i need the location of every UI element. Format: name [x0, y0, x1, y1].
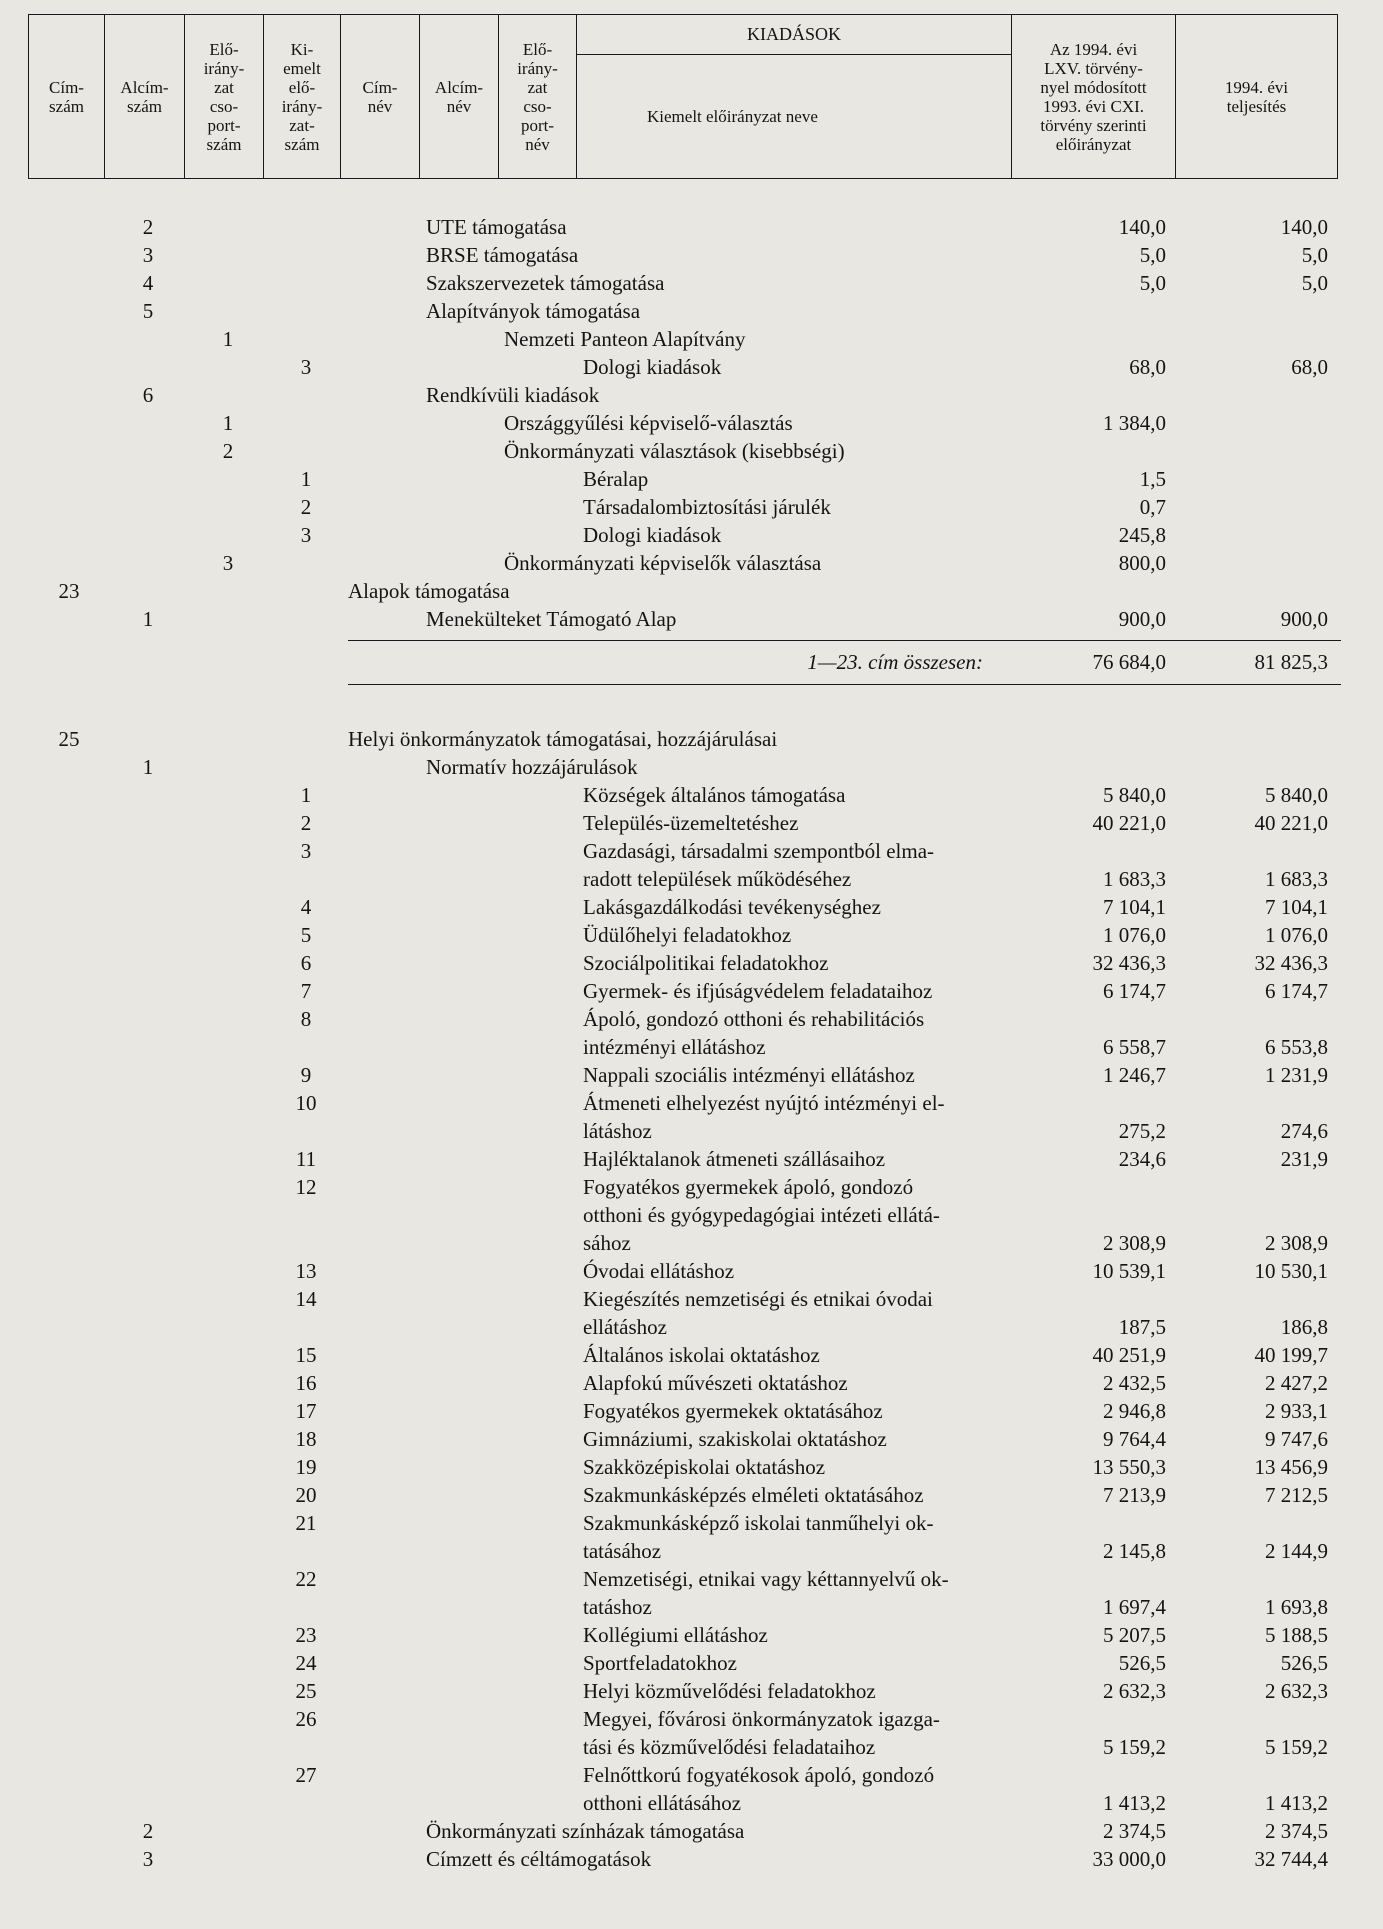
eloiranyzat-value: 234,6	[1118, 1147, 1166, 1171]
teljesites-value: 2 427,2	[1265, 1371, 1328, 1395]
item-name: Kollégiumi ellátáshoz	[583, 1623, 768, 1647]
cim-szam: 23	[58, 579, 80, 603]
table-row	[0, 465, 1383, 493]
kiemelt-szam: 18	[295, 1427, 317, 1451]
table-row	[0, 1705, 1383, 1733]
kiemelt-szam: 3	[300, 839, 312, 863]
table-row	[0, 1341, 1383, 1369]
header-alcim-szam: Alcím- szám	[105, 15, 185, 179]
table-row	[0, 1537, 1383, 1565]
kiemelt-szam: 27	[295, 1763, 317, 1787]
item-name: Ápoló, gondozó otthoni és rehabilitációs	[583, 1007, 925, 1031]
teljesites-value: 140,0	[1280, 215, 1328, 239]
alcim-szam: 2	[142, 1819, 154, 1843]
table-row	[0, 1285, 1383, 1313]
item-name: Menekülteket Támogató Alap	[426, 607, 677, 631]
item-name: Gyermek- és ifjúságvédelem feladataihoz	[583, 979, 933, 1003]
table-row	[0, 1033, 1383, 1061]
table-row	[0, 1425, 1383, 1453]
total-rule	[348, 640, 1341, 641]
item-name: Szakmunkásképző iskolai tanműhelyi ok-	[583, 1511, 934, 1535]
eloiranyzat-value: 1,5	[1139, 467, 1166, 491]
table-row	[0, 1145, 1383, 1173]
table-row	[0, 1369, 1383, 1397]
kiemelt-szam: 12	[295, 1175, 317, 1199]
kiemelt-szam: 23	[295, 1623, 317, 1647]
kiemelt-szam: 1	[300, 467, 312, 491]
kiemelt-szam: 2	[300, 495, 312, 519]
eloiranyzat-value: 7 104,1	[1103, 895, 1166, 919]
teljesites-value: 81 825,3	[1254, 650, 1328, 674]
item-name: Önkormányzati képviselők választása	[504, 551, 822, 575]
kiemelt-szam: 10	[295, 1091, 317, 1115]
alcim-szam: 5	[142, 299, 154, 323]
eloiranyzat-value: 1 384,0	[1103, 411, 1166, 435]
eloiranyzat-value: 2 308,9	[1103, 1231, 1166, 1255]
kiemelt-szam: 16	[295, 1371, 317, 1395]
total-row	[0, 648, 1383, 676]
teljesites-value: 5 188,5	[1265, 1623, 1328, 1647]
item-name: Címzett és céltámogatások	[426, 1847, 652, 1871]
item-name: Általános iskolai oktatáshoz	[583, 1343, 820, 1367]
eloiranyzat-value: 32 436,3	[1092, 951, 1166, 975]
table-row	[0, 353, 1383, 381]
item-name: Óvodai ellátáshoz	[583, 1259, 735, 1283]
table-row	[0, 1397, 1383, 1425]
teljesites-value: 900,0	[1280, 607, 1328, 631]
kiemelt-szam: 14	[295, 1287, 317, 1311]
header-alcim-nev: Alcím- név	[420, 15, 499, 179]
table-row	[0, 865, 1383, 893]
table-row	[0, 241, 1383, 269]
item-name: Megyei, fővárosi önkormányzatok igazga-	[583, 1707, 940, 1731]
alcim-szam: 6	[142, 383, 154, 407]
teljesites-value: 40 221,0	[1254, 811, 1328, 835]
table-row	[0, 1817, 1383, 1845]
eloiranyzat-value: 9 764,4	[1103, 1427, 1166, 1451]
kiemelt-szam: 21	[295, 1511, 317, 1535]
table-row	[0, 1481, 1383, 1509]
item-name: Kiegészítés nemzetiségi és etnikai óvodai	[583, 1287, 933, 1311]
item-name: intézményi ellátáshoz	[583, 1035, 766, 1059]
eloiranyzat-value: 0,7	[1139, 495, 1166, 519]
table-row	[0, 437, 1383, 465]
teljesites-value: 1 693,8	[1265, 1595, 1328, 1619]
item-name: Hajléktalanok átmeneti szállásaihoz	[583, 1147, 886, 1171]
table-row	[0, 893, 1383, 921]
item-name: Alapok támogatása	[348, 579, 510, 603]
table-row	[0, 1453, 1383, 1481]
alcim-szam: 2	[142, 215, 154, 239]
eloiranyzat-value: 2 374,5	[1103, 1819, 1166, 1843]
item-name: radott települések működéséhez	[583, 867, 852, 891]
table-row	[0, 1565, 1383, 1593]
table-row	[0, 921, 1383, 949]
teljesites-value: 10 530,1	[1254, 1259, 1328, 1283]
table-row	[0, 1621, 1383, 1649]
item-name: tatáshoz	[583, 1595, 652, 1619]
eloiranyzat-value: 1 697,4	[1103, 1595, 1166, 1619]
teljesites-value: 274,6	[1280, 1119, 1328, 1143]
eloiranyzat-value: 900,0	[1118, 607, 1166, 631]
teljesites-value: 186,8	[1280, 1315, 1328, 1339]
item-name: Béralap	[583, 467, 649, 491]
teljesites-value: 1 683,3	[1265, 867, 1328, 891]
kiemelt-szam: 22	[295, 1567, 317, 1591]
eloiranyzat-value: 1 413,2	[1103, 1791, 1166, 1815]
eloiranyzat-value: 5 840,0	[1103, 783, 1166, 807]
header-teljesites-1994: 1994. évi teljesítés	[1176, 15, 1338, 179]
eloiranyzat-value: 10 539,1	[1092, 1259, 1166, 1283]
eloiranyzat-value: 245,8	[1118, 523, 1166, 547]
kiemelt-szam: 7	[300, 979, 312, 1003]
item-name: sához	[583, 1231, 631, 1255]
eloiranyzat-value: 5 207,5	[1103, 1623, 1166, 1647]
teljesites-value: 6 553,8	[1265, 1035, 1328, 1059]
table-row	[0, 1313, 1383, 1341]
table-row	[0, 1229, 1383, 1257]
item-name: Helyi közművelődési feladatokhoz	[583, 1679, 876, 1703]
alcim-szam: 3	[142, 243, 154, 267]
item-name: Gazdasági, társadalmi szempontból elma-	[583, 839, 935, 863]
total-rule	[348, 684, 1341, 685]
eloiranyzat-value: 2 632,3	[1103, 1679, 1166, 1703]
teljesites-value: 9 747,6	[1265, 1427, 1328, 1451]
table-row	[0, 1117, 1383, 1145]
item-name: Dologi kiadások	[583, 523, 722, 547]
table-row	[0, 1733, 1383, 1761]
teljesites-value: 2 144,9	[1265, 1539, 1328, 1563]
item-name: Önkormányzati választások (kisebbségi)	[504, 439, 845, 463]
kiemelt-szam: 20	[295, 1483, 317, 1507]
teljesites-value: 5 840,0	[1265, 783, 1328, 807]
teljesites-value: 5,0	[1301, 271, 1328, 295]
header-cim-szam: Cím- szám	[29, 15, 105, 179]
table-row	[0, 1061, 1383, 1089]
csoport-szam: 2	[222, 439, 234, 463]
item-name: Alapfokú művészeti oktatáshoz	[583, 1371, 848, 1395]
teljesites-value: 13 456,9	[1254, 1455, 1328, 1479]
header-kiadasok: KIADÁSOK	[577, 15, 1012, 55]
kiemelt-szam: 1	[300, 783, 312, 807]
kiemelt-szam: 19	[295, 1455, 317, 1479]
kiemelt-szam: 3	[300, 355, 312, 379]
kiemelt-szam: 5	[300, 923, 312, 947]
kiemelt-szam: 24	[295, 1651, 317, 1675]
alcim-szam: 4	[142, 271, 154, 295]
eloiranyzat-value: 76 684,0	[1092, 650, 1166, 674]
table-row	[0, 1677, 1383, 1705]
teljesites-value: 68,0	[1291, 355, 1328, 379]
item-name: Alapítványok támogatása	[426, 299, 641, 323]
item-name: Dologi kiadások	[583, 355, 722, 379]
kiemelt-szam: 3	[300, 523, 312, 547]
table-row	[0, 1173, 1383, 1201]
item-name: Fogyatékos gyermekek oktatásához	[583, 1399, 883, 1423]
table-row	[0, 1789, 1383, 1817]
table-row	[0, 577, 1383, 605]
item-name: Átmeneti elhelyezést nyújtó intézményi el-	[583, 1091, 945, 1115]
eloiranyzat-value: 5,0	[1139, 271, 1166, 295]
teljesites-value: 526,5	[1280, 1651, 1328, 1675]
eloiranyzat-value: 2 946,8	[1103, 1399, 1166, 1423]
table-row	[0, 1201, 1383, 1229]
table-row	[0, 725, 1383, 753]
eloiranyzat-value: 40 251,9	[1092, 1343, 1166, 1367]
table-row	[0, 781, 1383, 809]
item-name: Normatív hozzájárulások	[426, 755, 638, 779]
eloiranyzat-value: 2 432,5	[1103, 1371, 1166, 1395]
table-row	[0, 809, 1383, 837]
table-row	[0, 1005, 1383, 1033]
item-name: Társadalombiztosítási járulék	[583, 495, 831, 519]
header-eloirany-csoport-nev: Elő- irány- zat cso- port- név	[499, 15, 577, 179]
table-row	[0, 1649, 1383, 1677]
table-row	[0, 1593, 1383, 1621]
item-name: Gimnáziumi, szakiskolai oktatáshoz	[583, 1427, 887, 1451]
header-kiemelt-nev: Kiemelt előirányzat neve	[577, 55, 1012, 179]
teljesites-value: 5 159,2	[1265, 1735, 1328, 1759]
item-name: Szociálpolitikai feladatokhoz	[583, 951, 829, 975]
eloiranyzat-value: 2 145,8	[1103, 1539, 1166, 1563]
item-name: látáshoz	[583, 1119, 652, 1143]
teljesites-value: 1 413,2	[1265, 1791, 1328, 1815]
table-row	[0, 605, 1383, 633]
kiemelt-szam: 11	[295, 1147, 317, 1171]
teljesites-value: 1 231,9	[1265, 1063, 1328, 1087]
item-name: tási és közművelődési feladataihoz	[583, 1735, 876, 1759]
table-row	[0, 753, 1383, 781]
teljesites-value: 7 212,5	[1265, 1483, 1328, 1507]
teljesites-value: 231,9	[1280, 1147, 1328, 1171]
table-row	[0, 977, 1383, 1005]
kiemelt-szam: 8	[300, 1007, 312, 1031]
table-row	[0, 1509, 1383, 1537]
item-name: Szakmunkásképzés elméleti oktatásához	[583, 1483, 924, 1507]
table-row	[0, 837, 1383, 865]
header-eloirany-csoport-szam: Elő- irány- zat cso- port- szám	[185, 15, 264, 179]
table-row	[0, 949, 1383, 977]
eloiranyzat-value: 6 558,7	[1103, 1035, 1166, 1059]
item-name: Országgyűlési képviselő-választás	[504, 411, 793, 435]
eloiranyzat-value: 5 159,2	[1103, 1735, 1166, 1759]
item-name: Lakásgazdálkodási tevékenységhez	[583, 895, 881, 919]
table-row	[0, 325, 1383, 353]
csoport-szam: 3	[222, 551, 234, 575]
csoport-szam: 1	[222, 411, 234, 435]
kiemelt-szam: 6	[300, 951, 312, 975]
item-name: Fogyatékos gyermekek ápoló, gondozó	[583, 1175, 914, 1199]
teljesites-value: 32 436,3	[1254, 951, 1328, 975]
item-name: Rendkívüli kiadások	[426, 383, 600, 407]
kiemelt-szam: 26	[295, 1707, 317, 1731]
item-name: Üdülőhelyi feladatokhoz	[583, 923, 792, 947]
eloiranyzat-value: 33 000,0	[1092, 1847, 1166, 1871]
csoport-szam: 1	[222, 327, 234, 351]
item-name: Szakszervezetek támogatása	[426, 271, 665, 295]
table-row	[0, 1845, 1383, 1873]
header-eloiranyzat-1994: Az 1994. évi LXV. törvény- nyel módosított 1993. évi CXI. törvény szerinti előirányzat	[1012, 15, 1176, 179]
eloiranyzat-value: 1 246,7	[1103, 1063, 1166, 1087]
item-name: tatásához	[583, 1539, 662, 1563]
eloiranyzat-value: 1 076,0	[1103, 923, 1166, 947]
header-kiemelt-eloirany-szam: Ki- emelt elő- irány- zat- szám	[264, 15, 341, 179]
kiemelt-szam: 13	[295, 1259, 317, 1283]
alcim-szam: 3	[142, 1847, 154, 1871]
item-name: otthoni és gyógypedagógiai intézeti ellátá-	[583, 1203, 940, 1227]
teljesites-value: 32 744,4	[1254, 1847, 1328, 1871]
item-name: Település-üzemeltetéshez	[583, 811, 799, 835]
item-name: Községek általános támogatása	[583, 783, 846, 807]
eloiranyzat-value: 140,0	[1118, 215, 1166, 239]
teljesites-value: 6 174,7	[1265, 979, 1328, 1003]
teljesites-value: 2 374,5	[1265, 1819, 1328, 1843]
item-name: BRSE támogatása	[426, 243, 579, 267]
item-name: Helyi önkormányzatok támogatásai, hozzájárulásai	[348, 727, 778, 751]
eloiranyzat-value: 6 174,7	[1103, 979, 1166, 1003]
table-row	[0, 1089, 1383, 1117]
item-name: Felnőttkorú fogyatékosok ápoló, gondozó	[583, 1763, 935, 1787]
table-row	[0, 549, 1383, 577]
alcim-szam: 1	[142, 755, 154, 779]
teljesites-value: 7 104,1	[1265, 895, 1328, 919]
eloiranyzat-value: 68,0	[1129, 355, 1166, 379]
eloiranyzat-value: 1 683,3	[1103, 867, 1166, 891]
item-name: Önkormányzati színházak támogatása	[426, 1819, 745, 1843]
kiemelt-szam: 9	[300, 1063, 312, 1087]
eloiranyzat-value: 526,5	[1118, 1651, 1166, 1675]
item-name: otthoni ellátásához	[583, 1791, 742, 1815]
item-name: Nappali szociális intézményi ellátáshoz	[583, 1063, 915, 1087]
table-row	[0, 1761, 1383, 1789]
kiemelt-szam: 4	[300, 895, 312, 919]
table-row	[0, 409, 1383, 437]
kiemelt-szam: 17	[295, 1399, 317, 1423]
alcim-szam: 1	[142, 607, 154, 631]
item-name: Nemzeti Panteon Alapítvány	[504, 327, 746, 351]
eloiranyzat-value: 7 213,9	[1103, 1483, 1166, 1507]
teljesites-value: 5,0	[1301, 243, 1328, 267]
teljesites-value: 1 076,0	[1265, 923, 1328, 947]
kiemelt-szam: 25	[295, 1679, 317, 1703]
teljesites-value: 40 199,7	[1254, 1343, 1328, 1367]
item-name: UTE támogatása	[426, 215, 567, 239]
teljesites-value: 2 308,9	[1265, 1231, 1328, 1255]
eloiranyzat-value: 5,0	[1139, 243, 1166, 267]
eloiranyzat-value: 13 550,3	[1092, 1455, 1166, 1479]
table-row	[0, 297, 1383, 325]
item-name: Szakközépiskolai oktatáshoz	[583, 1455, 826, 1479]
eloiranyzat-value: 40 221,0	[1092, 811, 1166, 835]
total-label: 1—23. cím összesen:	[807, 650, 983, 674]
eloiranyzat-value: 800,0	[1118, 551, 1166, 575]
eloiranyzat-value: 275,2	[1118, 1119, 1166, 1143]
item-name: ellátáshoz	[583, 1315, 667, 1339]
item-name: Nemzetiségi, etnikai vagy kéttannyelvű ok-	[583, 1567, 949, 1591]
table-row	[0, 521, 1383, 549]
kiemelt-szam: 15	[295, 1343, 317, 1367]
kiemelt-szam: 2	[300, 811, 312, 835]
table-row	[0, 213, 1383, 241]
table-row	[0, 269, 1383, 297]
header-cim-nev: Cím- név	[341, 15, 420, 179]
eloiranyzat-value: 187,5	[1118, 1315, 1166, 1339]
cim-szam: 25	[58, 727, 80, 751]
item-name: Sportfeladatokhoz	[583, 1651, 737, 1675]
teljesites-value: 2 632,3	[1265, 1679, 1328, 1703]
table-row	[0, 493, 1383, 521]
table-row	[0, 1257, 1383, 1285]
table-row	[0, 381, 1383, 409]
teljesites-value: 2 933,1	[1265, 1399, 1328, 1423]
